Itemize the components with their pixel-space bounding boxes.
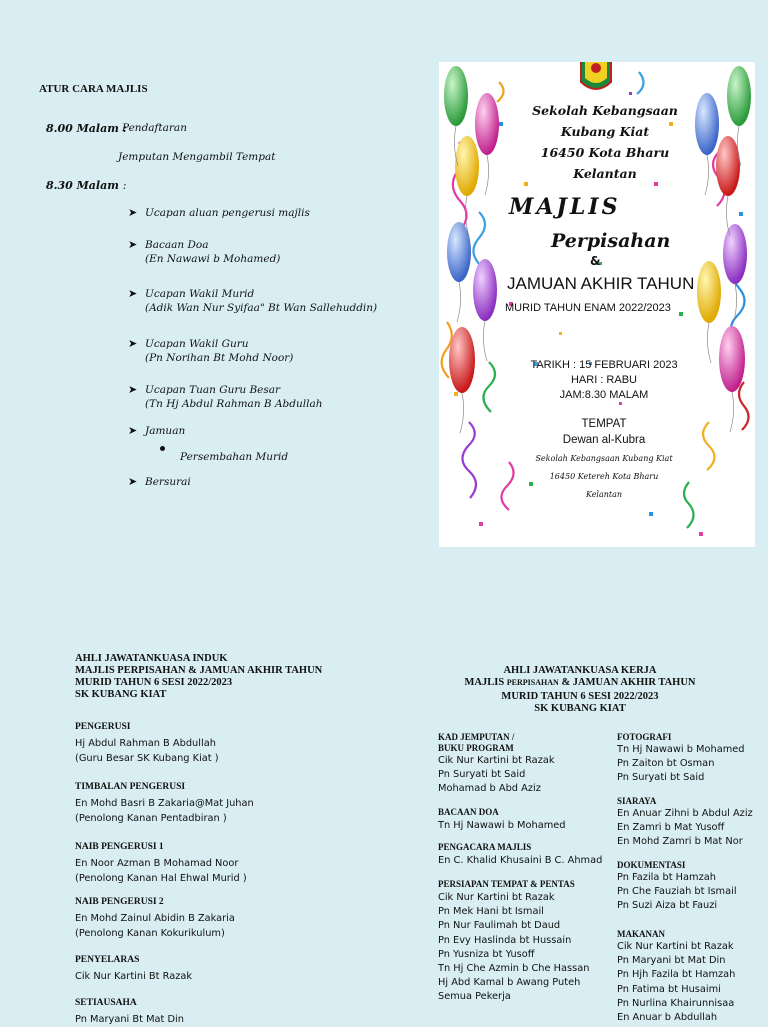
kerja-member: En Anuar Zihni b Abdul Aziz: [617, 808, 753, 819]
cover-venue: TEMPAT Dewan al-Kubra: [562, 418, 646, 446]
agenda-arrow-icon: ➤: [128, 337, 138, 350]
time-8-00: 8.00 Malam :: [46, 122, 127, 135]
kerja-role-label: PERSIAPAN TEMPAT & PENTAS: [438, 879, 575, 889]
induk-member: Hj Abdul Rahman B Abdullah: [75, 738, 216, 749]
kerja-role-label: DOKUMENTASI: [617, 860, 686, 870]
kerja-member: Pn Che Fauziah bt Ismail: [617, 886, 737, 898]
agenda-item: Bacaan Doa: [145, 239, 209, 251]
bullet-dot-icon: [160, 446, 165, 451]
kerja-member: En C. Khalid Khusaini B C. Ahmad: [438, 855, 603, 866]
kerja-member: Tn Hj Nawawi b Mohamed: [617, 744, 745, 755]
induk-role-label: PENYELARAS: [75, 955, 140, 965]
induk-role-label: NAIB PENGERUSI 2: [75, 897, 164, 907]
induk-member: Cik Nur Kartini Bt Razak: [75, 971, 193, 982]
induk-member: En Mohd Zainul Abidin B Zakaria: [75, 913, 235, 924]
agenda-arrow-icon: ➤: [128, 424, 138, 437]
agenda-subitem: Persembahan Murid: [180, 451, 289, 463]
kerja-member: En Mohd Zamri b Mat Nor: [617, 836, 743, 848]
induk-role-label: PENGERUSI: [75, 722, 131, 732]
agenda-item: Bersurai: [145, 476, 191, 488]
kerja-member: Hj Abd Kamal b Awang Puteh: [438, 977, 581, 989]
agenda-item: Jamuan: [145, 425, 186, 437]
kerja-member: Cik Nur Kartini bt Razak: [438, 892, 555, 903]
kerja-role-label: SIARAYA: [617, 796, 657, 806]
kerja-member: Pn Nur Faulimah bt Daud: [438, 920, 561, 932]
kerja-member: Cik Nur Kartini bt Razak: [438, 755, 555, 766]
kerja-member: Pn Suryati bt Said: [617, 772, 705, 784]
kerja-role-label: PENGACARA MAJLIS: [438, 842, 532, 852]
cover-perpisahan: Perpisahan: [551, 230, 671, 252]
kerja-member: Pn Fazila bt Hamzah: [617, 872, 716, 883]
agenda-item-detail: (Pn Norihan Bt Mohd Noor): [145, 352, 294, 364]
kerja-member: Pn Mek Hani bt Ismail: [438, 906, 544, 918]
kerja-member: Pn Suryati bt Said: [438, 769, 526, 781]
kerja-member: En Zamri b Mat Yusoff: [617, 822, 725, 834]
time-8-30: 8.30 Malam :: [46, 179, 127, 192]
cover-murid: MURID TAHUN ENAM 2022/2023: [505, 302, 671, 314]
kerja-member: Semua Pekerja: [438, 991, 511, 1003]
cover-address: Sekolah Kebangsaan Kubang Kiat 16450 Ketereh Kota Bharu Kelantan: [535, 454, 673, 499]
kerja-member: Pn Evy Haslinda bt Hussain: [438, 934, 572, 946]
kerja-member: Pn Fatima bt Husaimi: [617, 983, 721, 995]
kerja-role-label: KAD JEMPUTAN /: [438, 732, 515, 742]
induk-member: En Noor Azman B Mohamad Noor: [75, 858, 239, 869]
agenda-item: Ucapan Wakil Guru: [145, 338, 249, 350]
agenda-item-detail: (Adik Wan Nur Syifaa" Bt Wan Sallehuddin): [145, 302, 378, 314]
kerja-member: Pn Suzi Aiza bt Fauzi: [617, 900, 718, 912]
agenda-item-detail: (Tn Hj Abdul Rahman B Abdullah: [145, 398, 323, 410]
kerja-member: Tn Hj Nawawi b Mohamed: [438, 820, 566, 831]
kerja-role-label: BACAAN DOA: [438, 807, 499, 817]
agenda-arrow-icon: ➤: [128, 287, 138, 300]
kerja-member: En Anuar b Abdullah: [617, 1012, 718, 1023]
kerja-role-label: FOTOGRAFI: [617, 732, 672, 742]
induk-role-label: NAIB PENGERUSI 1: [75, 842, 164, 852]
induk-role-label: TIMBALAN PENGERUSI: [75, 782, 186, 792]
kerja-header: AHLI JAWATANKUASA KERJA MAJLIS PERPISAHAN & JAMUAN AKHIR TAHUN MURID TAHUN 6 SESI 2022/2023 SK KUBANG KIAT: [464, 665, 696, 714]
agenda-arrow-icon: ➤: [128, 206, 138, 219]
cover-majlis: MAJLIS: [509, 194, 621, 220]
cover-panel: [439, 62, 755, 547]
cover-datetime: TARIKH : 15 FEBRUARI 2023 HARI : RABU JAM:8.30 MALAM: [530, 359, 678, 401]
kerja-member: Pn Maryani bt Mat Din: [617, 955, 726, 967]
cover-ampersand: &: [590, 254, 601, 268]
kerja-member: Pn Zaiton bt Osman: [617, 758, 715, 770]
kerja-role-label: MAKANAN: [617, 929, 665, 939]
item-pendaftaran: Pendaftaran: [122, 122, 187, 134]
agenda-item: Ucapan Tuan Guru Besar: [145, 384, 281, 396]
induk-role-label: SETIAUSAHA: [75, 998, 137, 1008]
induk-member: En Mohd Basri B Zakaria@Mat Juhan: [75, 798, 254, 809]
cover-school-name: Sekolah Kebangsaan Kubang Kiat 16450 Kota Bharu Kelantan: [532, 103, 678, 181]
agenda-arrow-icon: ➤: [128, 383, 138, 396]
induk-member: (Guru Besar SK Kubang Kiat ): [75, 753, 219, 764]
item-jemputan: Jemputan Mengambil Tempat: [118, 151, 276, 163]
induk-member: (Penolong Kanan Hal Ehwal Murid ): [75, 873, 247, 884]
induk-header: AHLI JAWATANKUASA INDUK MAJLIS PERPISAHAN & JAMUAN AKHIR TAHUN MURID TAHUN 6 SESI 2022/2023 SK KUBANG KIAT: [75, 653, 323, 700]
cover-jamuan: JAMUAN AKHIR TAHUN: [507, 274, 695, 293]
atur-cara-title: ATUR CARA MAJLIS: [39, 83, 148, 95]
kerja-member: Pn Nurlina Khairunnisaa: [617, 997, 735, 1009]
agenda-arrow-icon: ➤: [128, 238, 138, 251]
kerja-member: Pn Hjh Fazila bt Hamzah: [617, 969, 736, 981]
kerja-member: Mohamad b Abd Aziz: [438, 783, 541, 795]
agenda-item-detail: (En Nawawi b Mohamed): [145, 253, 281, 265]
induk-member: Pn Maryani Bt Mat Din: [75, 1014, 184, 1025]
agenda-item: Ucapan aluan pengerusi majlis: [145, 207, 310, 219]
kerja-role-label-2: BUKU PROGRAM: [438, 743, 514, 753]
agenda-item: Ucapan Wakil Murid: [145, 288, 255, 300]
induk-member: (Penolong Kanan Kokurikulum): [75, 928, 225, 939]
kerja-member: Pn Yusniza bt Yusoff: [438, 948, 535, 960]
kerja-member: Cik Nur Kartini bt Razak: [617, 941, 734, 952]
kerja-member: Tn Hj Che Azmin b Che Hassan: [438, 963, 590, 974]
induk-member: (Penolong Kanan Pentadbiran ): [75, 813, 227, 824]
agenda-arrow-icon: ➤: [128, 475, 138, 488]
school-crest: [581, 62, 611, 89]
